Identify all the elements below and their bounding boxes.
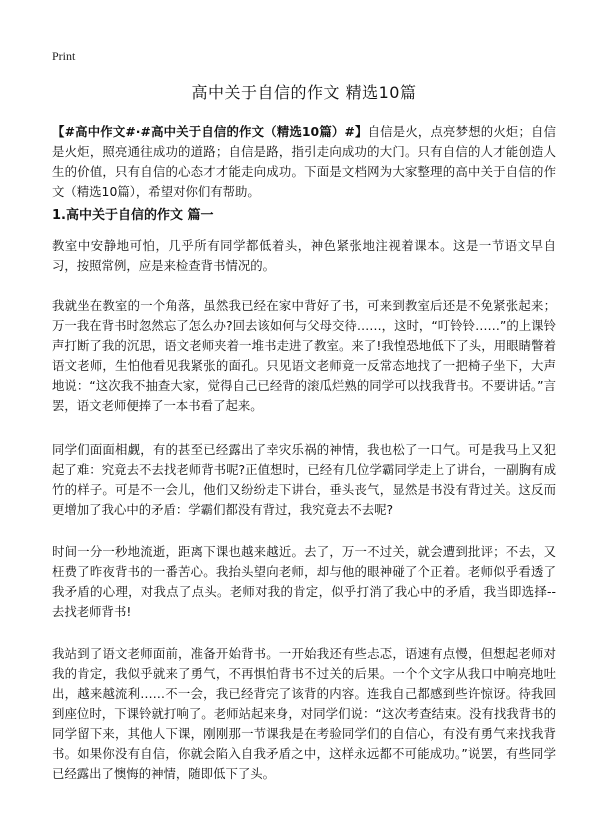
intro-bold-tag: 【#高中作文#·#高中关于自信的作文（精选10篇）#】	[52, 124, 368, 139]
body-paragraph-4: 时间一分一秒地流逝，距离下课也越来越近。去了，万一不过关，就会遭到批评；不去，又枉费了昨夜背书的一番苦心。我抬头望向老师，却与他的眼神碰了个正着。老师似乎看透了我矛盾的心理，对我点了点头。老师对我的肯定，似乎打消了我心中的矛盾，我当即选择--去找老师背书!	[52, 544, 556, 619]
body-paragraph-1: 教室中安静地可怕，几乎所有同学都低着头，神色紧张地注视着课本。这是一节语文早自习，按照常例，应是来检查背书情况的。	[52, 238, 556, 273]
intro-paragraph	[52, 122, 556, 202]
body-paragraph-3: 同学们面面相觑，有的甚至已经露出了幸灾乐祸的神情，我也松了一口气。可是我马上又犯起了难：究竟去不去找老师背书呢?正值想时，已经有几位学霸同学走上了讲台，一副胸有成竹的样子。可是不一会儿，他们又纷纷走下讲台，垂头丧气，显然是书没有背过关。这反而更增加了我心中的矛盾：学霸们都没有背过，我究竟去不去呢?	[52, 442, 556, 517]
page-title: 高中关于自信的作文 精选10篇	[191, 83, 417, 102]
section-heading: 1.高中关于自信的作文 篇一	[52, 208, 214, 223]
print-label: Print	[52, 49, 76, 63]
intro-text: 自信是火，点亮梦想的火炬；自信是火炬，照亮通往成功的道路；自信是路，指引走向成功的大门。只有自信的人才能创造人生的价值，只有自信的心态才才能走向成功。下面是文档网为大家整理的高中关于自信的作文（精选10篇），希望对你们有帮助。	[52, 124, 557, 199]
body-paragraph-2: 我就坐在教室的一个角落，虽然我已经在家中背好了书，可来到教室后还是不免紧张起来；万一我在背书时忽然忘了怎么办?回去该如何与父母交待……，这时，“叮铃铃……”的上课铃声打断了我的沉思，语文老师夹着一堆书走进了教室。来了!我惶恐地低下了头，用眼睛瞥着语文老师，生怕他看见我紧张的面孔。只见语文老师竟一反常态地找了一把椅子坐下，大声地说：“这次我不抽查大家，觉得自己已经背的滚瓜烂熟的同学可以找我背书。不要讲话。”言罢，语文老师便捧了一本书看了起来。	[52, 298, 556, 413]
body-paragraph-5: 我站到了语文老师面前，准备开始背书。一开始我还有些忐忑，语速有点慢，但想起老师对我的肯定，我似乎就来了勇气，不再惧怕背书不过关的后果。一个个文字从我口中响亮地吐出，越来越流利……不一会，我已经背完了该背的内容。连我自己都感到些许惊讶。待我回到座位时，下课铃就打响了。老师站起来身，对同学们说：“这次考查结束。没有找我背书的同学留下来，其他人下课，刚刚那一节课我是在考验同学们的自信心，有没有勇气来找我背书。如果你没有自信，你就会陷入自我矛盾之中，这样永远都不可能成功。”说罢，有些同学已经露出了懊悔的神情，随即低下了头。	[52, 646, 556, 781]
